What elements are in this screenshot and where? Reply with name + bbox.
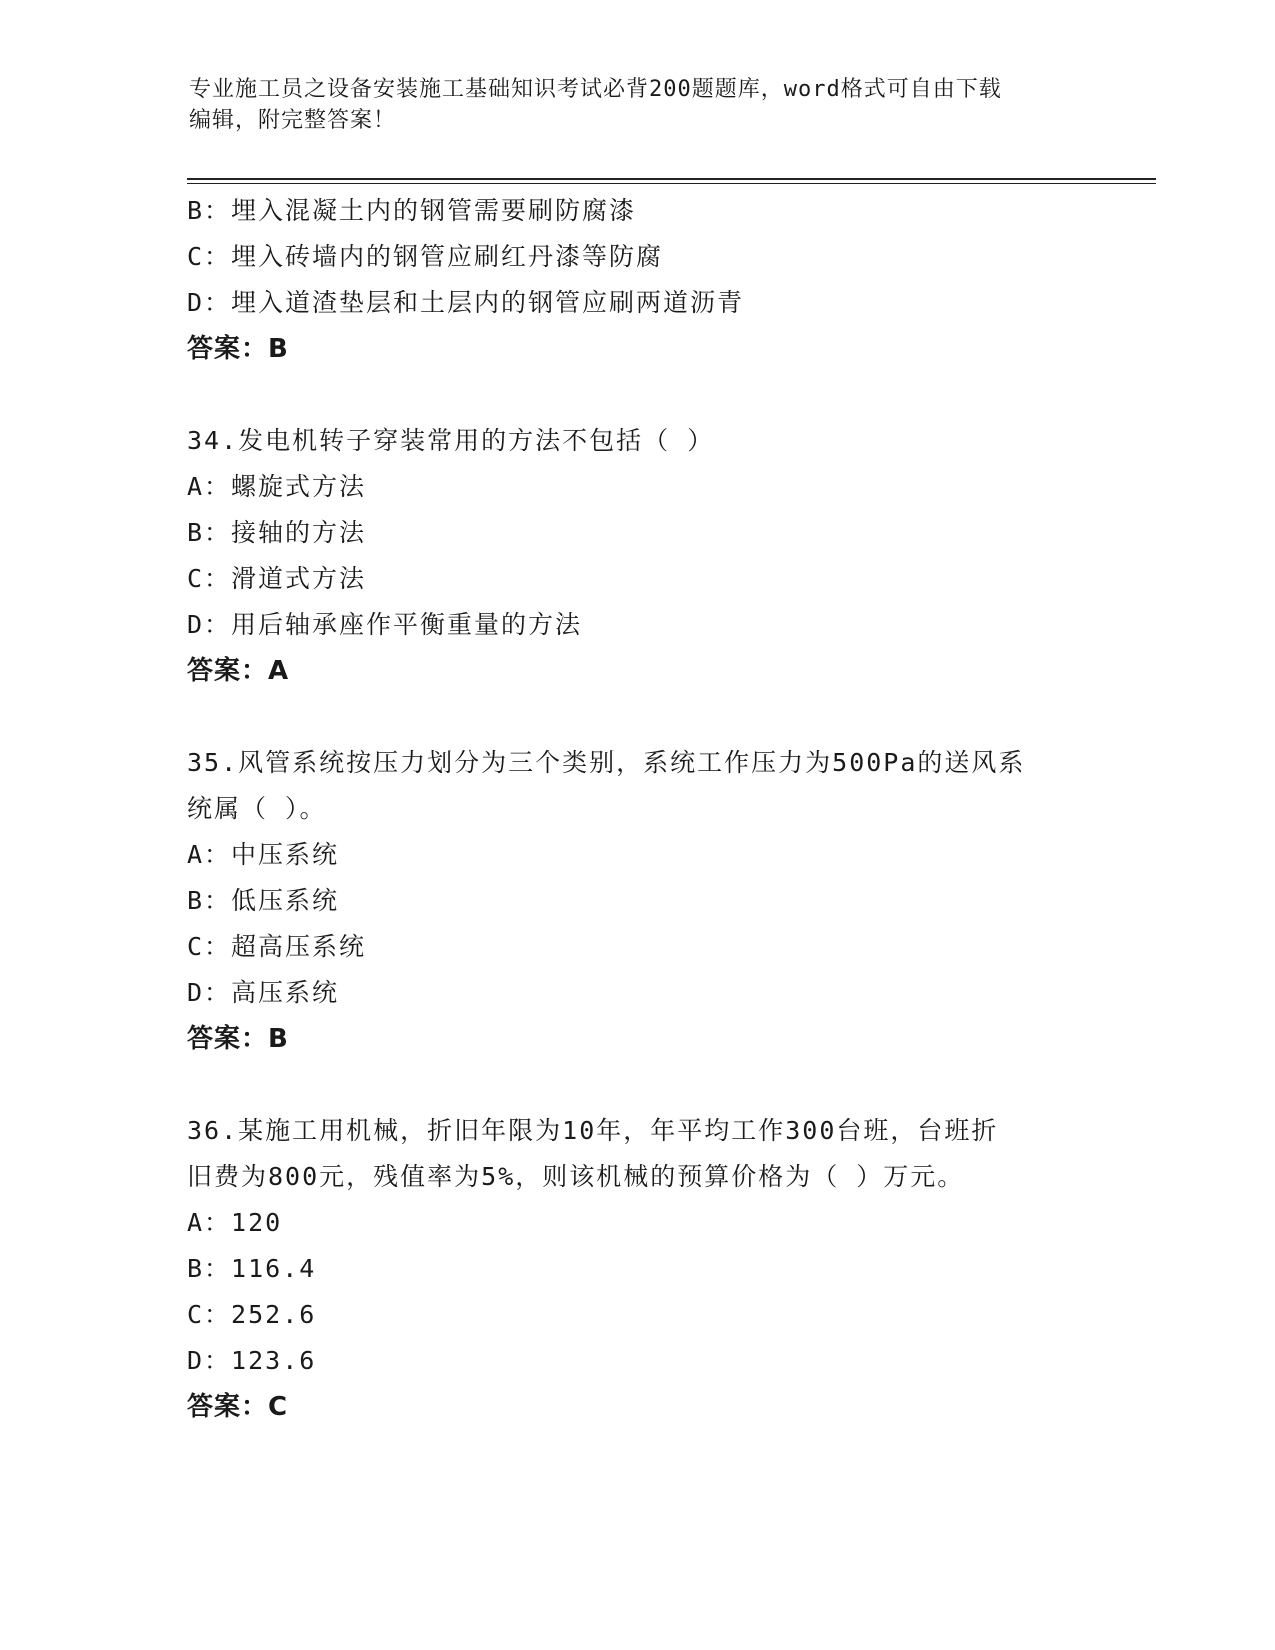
question-36 [187,1108,1087,1430]
spacer [187,1062,1087,1108]
option-b: B：低压系统 [187,886,340,915]
option-a: A：中压系统 [187,840,340,869]
option-b: B：接轴的方法 [187,518,367,547]
question-text-line-1: 36.某施工用机械，折旧年限为10年，年平均工作300台班，台班折 [187,1116,999,1145]
question-text: 34.发电机转子穿装常用的方法不包括（ ） [187,426,715,455]
answer: 答案：B [187,1024,289,1054]
option-d: D：用后轴承座作平衡重量的方法 [187,610,583,639]
question-list [187,188,1087,1430]
spacer [187,372,1087,418]
question-text-line-2: 统属（ ）。 [187,794,327,823]
option-c: C：滑道式方法 [187,564,367,593]
option-c: C：埋入砖墙内的钢管应刷红丹漆等防腐 [187,242,664,271]
header-line-1: 专业施工员之设备安装施工基础知识考试必背200题题库，word格式可自由下载 [189,77,1002,102]
answer: 答案：B [187,334,289,364]
option-a: A：螺旋式方法 [187,472,367,501]
question-text-line-1: 35.风管系统按压力划分为三个类别，系统工作压力为500Pa的送风系 [187,748,1026,777]
header-divider-thin [187,183,1156,184]
question-35 [187,740,1087,1062]
option-c: C：252.6 [187,1300,317,1329]
option-c: C：超高压系统 [187,932,367,961]
option-d: D：123.6 [187,1346,317,1375]
header-divider-thick [187,178,1156,180]
option-a: A：120 [187,1208,283,1237]
option-b: B：埋入混凝土内的钢管需要刷防腐漆 [187,196,637,225]
question-text-line-2: 旧费为800元，残值率为5%，则该机械的预算价格为（ ）万元。 [187,1162,965,1191]
header-line-2: 编辑，附完整答案！ [189,108,397,133]
answer: 答案：C [187,1392,289,1422]
option-b: B：116.4 [187,1254,317,1283]
option-d: D：高压系统 [187,978,340,1007]
spacer [187,694,1087,740]
question-34 [187,418,1087,694]
question-33 [187,188,1087,372]
document-header [189,74,1089,136]
answer: 答案：A [187,656,290,686]
option-d: D：埋入道渣垫层和土层内的钢管应刷两道沥青 [187,288,745,317]
